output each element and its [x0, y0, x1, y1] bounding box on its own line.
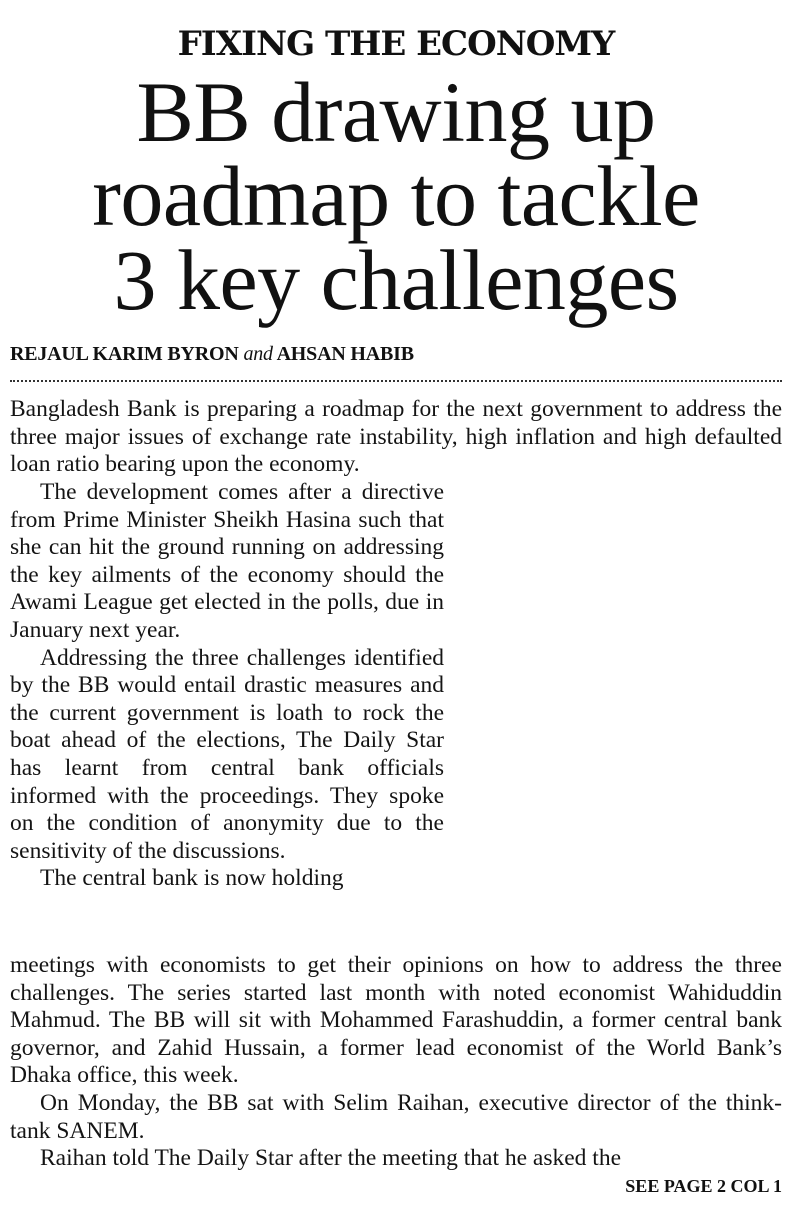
byline-author-2: AHSAN HABIB: [276, 343, 414, 365]
lead-paragraph: Bangladesh Bank is preparing a roadmap for the next government to address the three major issues of exchange rate instability, high inflation and high defaulted loan ratio bearing upon the economy.: [10, 396, 782, 478]
byline-conjunction: and: [243, 343, 273, 365]
headline-line-3: 3 key challenges: [113, 232, 679, 328]
byline: [10, 343, 414, 366]
paragraph-4-start: The central bank is now holding: [40, 865, 344, 892]
paragraph-5: On Monday, the BB sat with Selim Raihan, executive director of the think-tank SANEM.: [10, 1089, 782, 1144]
kicker: FIXING THE ECONOMY: [177, 24, 615, 64]
headline: [0, 64, 792, 328]
wide-column: [10, 952, 782, 1173]
headline-line-2: roadmap to tackle: [92, 148, 700, 244]
paragraph-3: Addressing the three challenges identified by the BB would entail drastic measures and the current government is loath to rock the boat ahead of the elections, The Daily Star has learnt from central bank officials informed with the proceedings. They spoke on the condition of anonymity due to the sensitivity of the discussions.: [10, 644, 444, 864]
paragraph-6: Raihan told The Daily Star after the meeting that he asked the: [40, 1145, 622, 1172]
byline-author-1: REJAUL KARIM BYRON: [10, 343, 239, 365]
continuation-jump: SEE PAGE 2 COL 1: [625, 1176, 782, 1196]
paragraph-4-continued: meetings with economists to get their opinions on how to address the three challenges. The series started last month with noted economist Wahiduddin Mahmud. The BB will sit with Mohammed Farashuddin, a former central bank governor, and Zahid Hussain, a former lead economist of the World Bank’s Dhaka office, this week.: [10, 952, 782, 1089]
headline-line-1: BB drawing up: [136, 64, 656, 160]
dotted-divider: [10, 380, 782, 382]
narrow-column: [10, 479, 444, 893]
paragraph-2: The development comes after a directive from Prime Minister Sheikh Hasina such that she can hit the ground running on addressing the key ailments of the economy should the Awami League get elected in the polls, due in January next year.: [10, 479, 444, 643]
